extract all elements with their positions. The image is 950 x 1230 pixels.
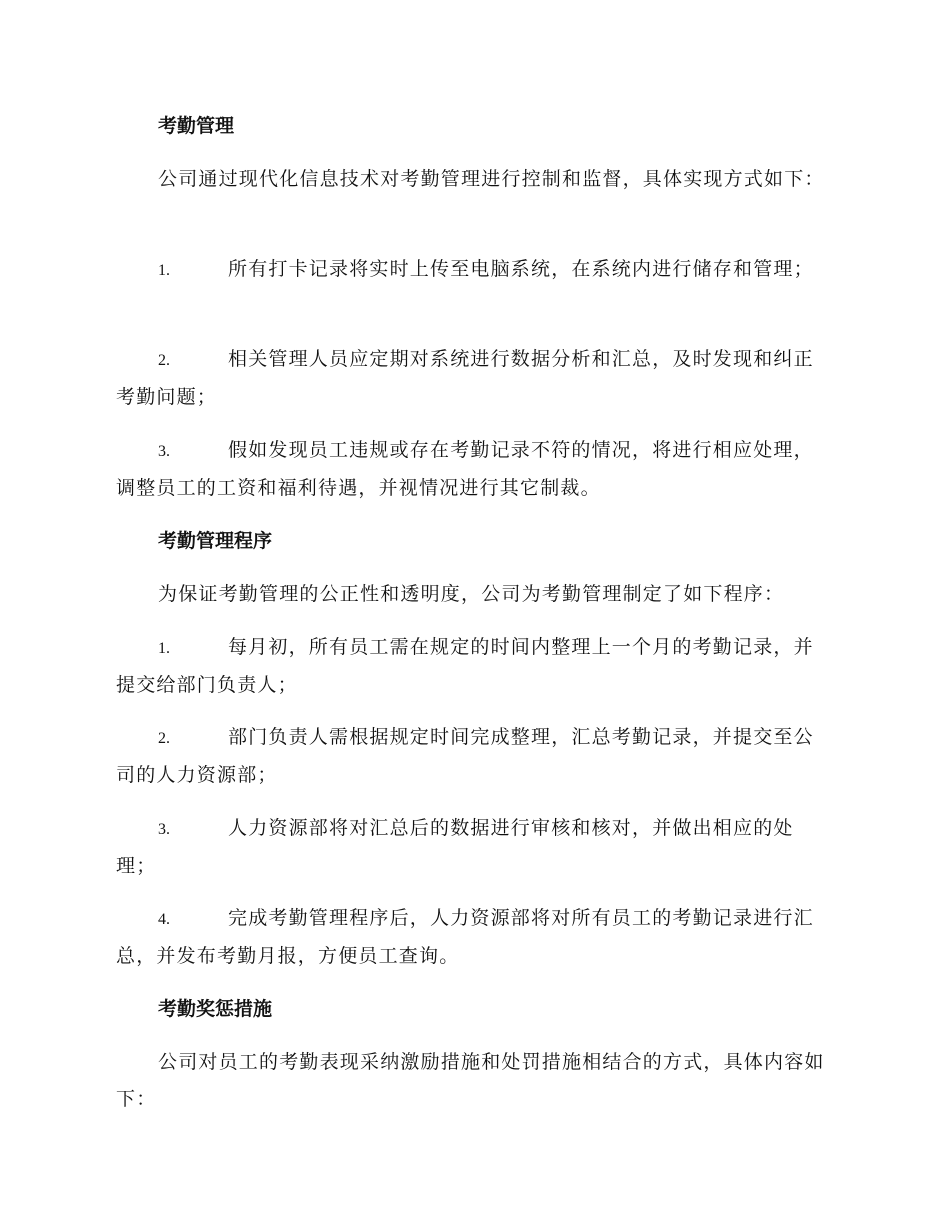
list-text: 每月初，所有员工需在规定的时间内整理上一个月的考勤记录，并提交给部门负责人； [116, 636, 814, 696]
list-number: 2. [158, 352, 170, 369]
list-number: 4. [158, 911, 170, 928]
list-number: 3. [158, 443, 170, 460]
list-text: 所有打卡记录将实时上传至电脑系统，在系统内进行储存和管理； [228, 258, 814, 280]
list-text: 部门负责人需根据规定时间完成整理，汇总考勤记录，并提交至公司的人力资源部； [116, 726, 814, 786]
list-number: 3. [158, 821, 170, 838]
section-intro: 为保证考勤管理的公正性和透明度，公司为考勤管理制定了如下程序： [158, 583, 785, 605]
list-item [116, 810, 832, 885]
list-text: 假如发现员工违规或存在考勤记录不符的情况，将进行相应处理，调整员工的工资和福利待遇，并视情况进行其它制裁。 [116, 439, 814, 499]
list-item [116, 341, 832, 416]
section-intro: 公司通过现代化信息技术对考勤管理进行控制和监督，具体实现方式如下： [158, 168, 825, 190]
list-text: 相关管理人员应定期对系统进行数据分析和汇总，及时发现和纠正考勤问题； [116, 348, 814, 408]
section-heading: 考勤管理 [158, 115, 235, 137]
section-intro: 公司对员工的考勤表现采纳激励措施和处罚措施相结合的方式，具体内容如下： [116, 1051, 825, 1110]
list-item [116, 719, 832, 794]
list-number: 2. [158, 730, 170, 747]
section-heading: 考勤管理程序 [158, 530, 273, 552]
list-item [116, 251, 832, 289]
list-item [116, 629, 832, 704]
list-number: 1. [158, 640, 170, 657]
list-item [116, 900, 832, 975]
list-text: 人力资源部将对汇总后的数据进行审核和核对，并做出相应的处理； [116, 817, 794, 877]
list-text: 完成考勤管理程序后，人力资源部将对所有员工的考勤记录进行汇总，并发布考勤月报，方便员工查询。 [116, 907, 814, 967]
list-item [116, 432, 832, 507]
list-number: 1. [158, 262, 170, 279]
section-heading: 考勤奖惩措施 [158, 998, 273, 1020]
